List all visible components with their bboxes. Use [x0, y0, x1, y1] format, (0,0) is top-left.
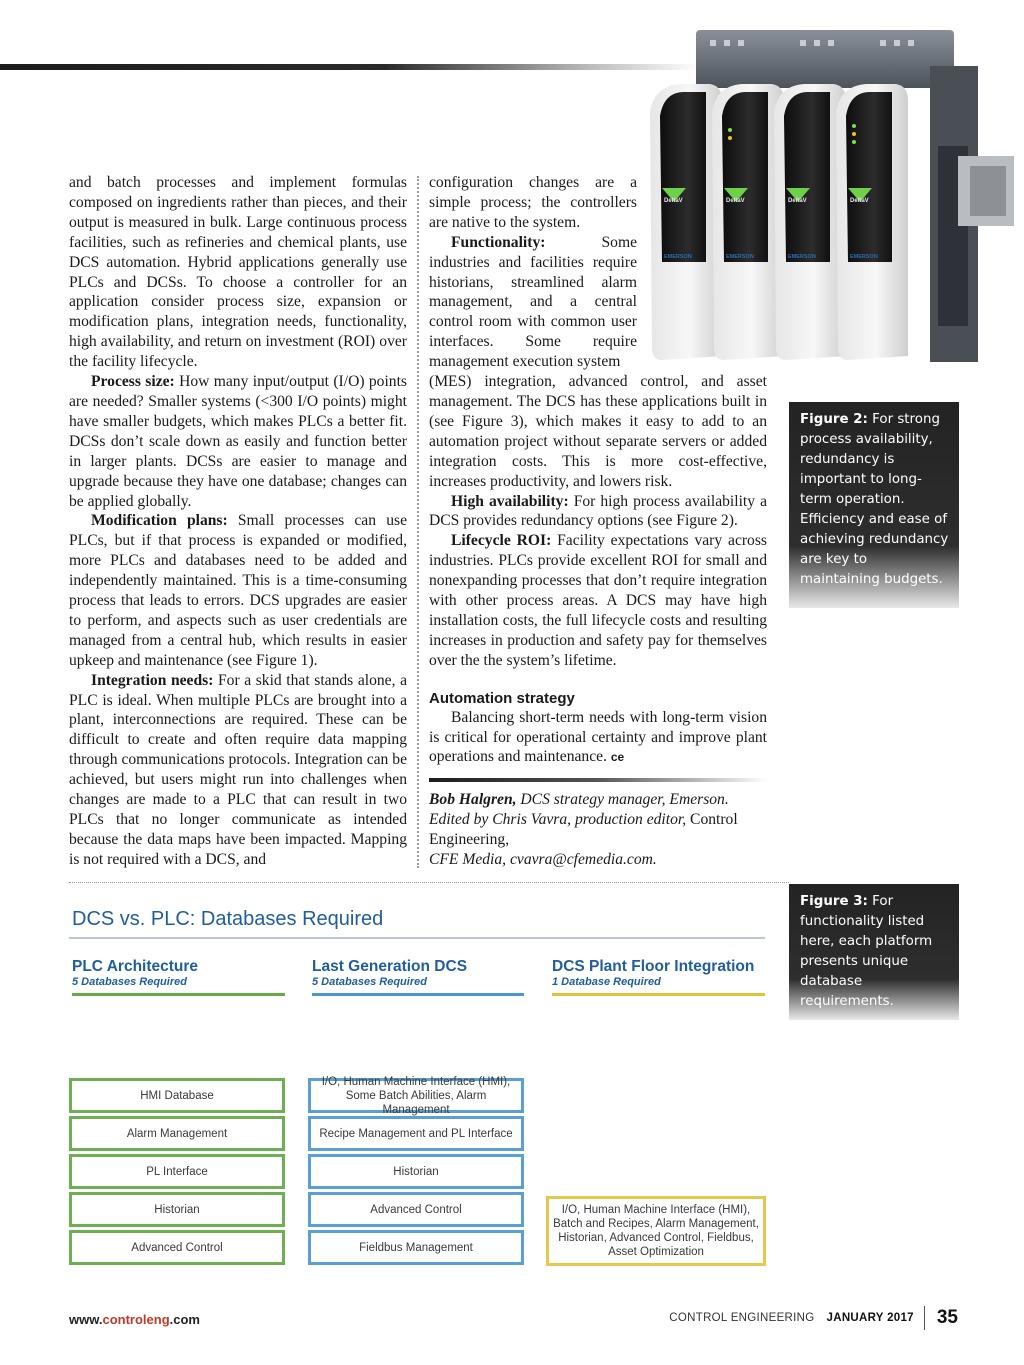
paragraph-functionality-cont: (MES) integration, advanced control, and asset management. The DCS has these applications built in (see Figure 3), which makes it easy to add to an automation project without separate servers or added integration costs. This is more cost-effective, increases productivity, and lowers risk.	[429, 373, 767, 490]
column-divider	[417, 176, 419, 868]
module-4	[836, 84, 908, 360]
svg-text:DeltaV: DeltaV	[664, 198, 683, 204]
issue-date: JANUARY 2017	[826, 1312, 914, 1324]
svg-text:EMERSON: EMERSON	[788, 254, 816, 260]
plc-architecture-header: PLC Architecture 5 Databases Required	[72, 958, 285, 996]
footer-folio	[669, 1306, 958, 1330]
byline: Bob Halgren, DCS strategy manager, Emerson. Edited by Chris Vavra, production editor, Control Engineering, CFE Media, cvavra@cfemedia.com.	[429, 791, 738, 869]
footer-url[interactable]: www.controleng.com	[69, 1312, 200, 1327]
ldcs-database-box: Advanced Control	[308, 1192, 524, 1227]
dcs-plant-floor-header: DCS Plant Floor Integration 1 Database Required	[552, 958, 765, 996]
subhead-automation-strategy: Automation strategy	[429, 689, 575, 707]
magazine-name: CONTROL ENGINEERING	[669, 1312, 815, 1324]
svg-text:DeltaV: DeltaV	[850, 198, 869, 204]
paragraph-integration-needs: Integration needs: For a skid that stands alone, a PLC is ideal. When multiple PLCs are brought into a plant, interconnections are required. These can be difficult to create and often require data mapping through communications protocols. Integration can be achieved, but users might run into challenges when changes are made to a PLC that can result in two PLCs that no longer communicate as intended because the data maps have been impacted. Mapping is not required with a DCS, and	[69, 671, 408, 868]
article-column-2	[429, 173, 767, 870]
ldcs-database-box: I/O, Human Machine Interface (HMI), Some Batch Abilities, Alarm Management	[308, 1078, 524, 1113]
paragraph-modification-plans: Modification plans: Small processes can use PLCs, but if that process is expanded or modified, more PLCs and databases need to be added and independently maintained. This is a time-consuming process that leads to errors. DCS upgrades are easier to perform, and aspects such as user credentials are managed from a central hub, which results in easier upkeep and maintenance (see Figure 1).	[69, 512, 407, 669]
article-column-1	[69, 173, 407, 870]
plc-database-box: Historian	[69, 1192, 285, 1227]
paragraph-high-availability: High availability: For high process availability a DCS provides redundancy options (see Figure 2).	[429, 492, 767, 530]
paragraph-closing: Balancing short-term needs with long-term vision is critical for operational certainty and improve plant operations and maintenance. ce	[429, 708, 767, 766]
figure-3-title-rule	[69, 937, 765, 939]
plc-database-box: PL Interface	[69, 1154, 285, 1189]
top-rule	[0, 64, 700, 70]
svg-text:DeltaV: DeltaV	[788, 198, 807, 204]
svg-text:DeltaV: DeltaV	[726, 198, 745, 204]
end-mark: ce	[610, 750, 625, 765]
paragraph: and batch processes and implement formulas composed on ingredients rather than pieces, and their output is measured in bulk. Large continuous process facilities, such as refineries and chemical plants, use DCS automation. Hybrid applications generally use PLCs and DCSs. To choose a controller for an application consider process size, expansion or modification plans, integration needs, functionality, high availability, and return on investment (ROI) over the facility lifecycle.	[69, 174, 407, 371]
plc-database-box: Alarm Management	[69, 1116, 285, 1151]
paragraph-lifecycle-roi: Lifecycle ROI: Facility expectations vary across industries. PLCs provide excellent ROI for small and nonexpanding processes that don’t require integration with other process areas. A DCS may have high installation costs, the full lifecycle costs and resulting increases in production and safety pay for themselves over the the system’s lifetime.	[429, 532, 767, 669]
folio-separator	[924, 1306, 925, 1330]
plc-database-box: Advanced Control	[69, 1230, 285, 1265]
paragraph-process-size: Process size: How many input/output (I/O) points are needed? Smaller systems (<300 I/O points) might have smaller budgets, which makes PLCs a better fit. DCSs don’t scale down as easily and function better in larger plants. DCSs are easier to manage and upgrade because they have one database; changes can be applied globally.	[69, 373, 407, 510]
paragraph-functionality: Functionality: Some industries and facilities require historians, streamlined alarm management, and a central control room with common user interfaces. Some require management execution system	[429, 233, 637, 371]
ldcs-database-box: Recipe Management and PL Interface	[308, 1116, 524, 1151]
figure-3-title: DCS vs. PLC: Databases Required	[72, 908, 384, 930]
plc-database-box: HMI Database	[69, 1078, 285, 1113]
author-rule	[429, 778, 767, 782]
figure-3-caption: Figure 3: For functionality listed here, each platform presents unique database requirements.	[789, 884, 959, 1020]
ldcs-database-box: Historian	[308, 1154, 524, 1189]
svg-text:EMERSON: EMERSON	[664, 254, 692, 260]
figure-divider	[69, 882, 789, 884]
ldcs-database-box: Fieldbus Management	[308, 1230, 524, 1265]
carrier-backplane	[696, 30, 954, 88]
svg-text:EMERSON: EMERSON	[850, 254, 878, 260]
svg-text:EMERSON: EMERSON	[726, 254, 754, 260]
figure-2-caption: Figure 2: For strong process availability, redundancy is important to long-term operation. Efficiency and ease of achieving redundancy are key to maintaining budgets.	[789, 402, 959, 608]
last-gen-dcs-header: Last Generation DCS 5 Databases Required	[312, 958, 524, 996]
dcs-database-box: I/O, Human Machine Interface (HMI), Batch and Recipes, Alarm Management, Historian, Advanced Control, Fieldbus, Asset Optimization	[546, 1196, 766, 1266]
page-number: 35	[936, 1307, 958, 1328]
module-3	[774, 84, 846, 360]
paragraph: configuration changes are a simple process; the controllers are native to the system.	[429, 174, 637, 231]
